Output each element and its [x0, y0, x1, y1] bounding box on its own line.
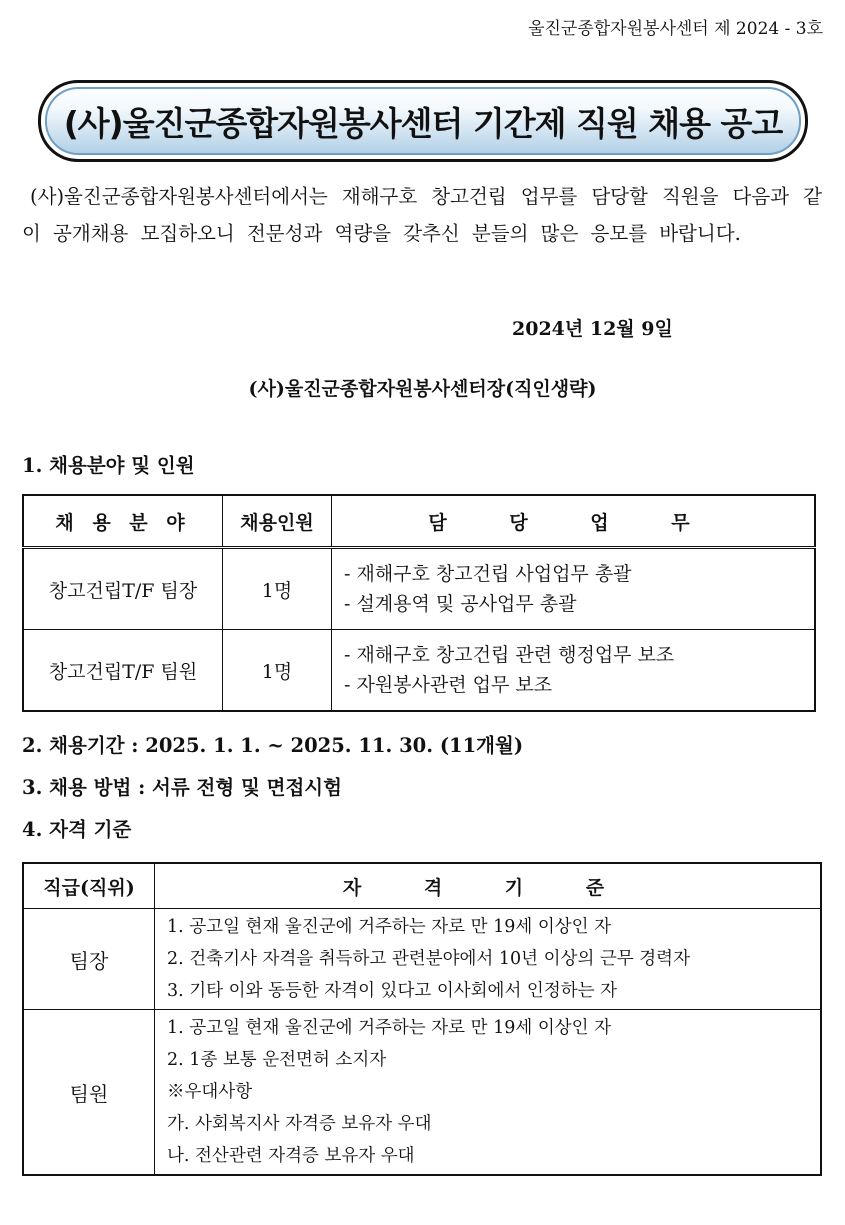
duty-line: - 자원봉사관련 업무 보조: [344, 674, 553, 696]
header-criteria: 자 격 기 준: [155, 863, 822, 909]
duty-line: - 재해구호 창고건립 관련 행정업무 보조: [344, 644, 675, 666]
criteria-line: 1. 공고일 현재 울진군에 거주하는 자로 만 19세 이상인 자: [167, 917, 612, 937]
intro-paragraph: (사)울진군종합자원봉사센터에서는 재해구호 창고건립 업무를 담당할 직원을 다음과 같이 공개채용 모집하오니 전문성과 역량을 갖추신 분들의 많은 응모를 바랍니다.: [22, 185, 822, 245]
announcement-date: 2024년 12월 9일: [512, 318, 673, 340]
table-header-row: [23, 863, 821, 909]
document-number: 울진군종합자원봉사센터 제 2024 - 3호: [528, 19, 823, 39]
count-cell: 1명: [223, 548, 332, 630]
recruitment-table: [22, 494, 816, 712]
position-cell: 팀장: [23, 909, 155, 1010]
criteria-line: 나. 전산관련 자격증 보유자 우대: [167, 1146, 415, 1166]
table-row: [23, 630, 815, 712]
field-cell: 창고건립T/F 팀장: [23, 548, 223, 630]
table-row: [23, 909, 821, 1010]
table-header-row: [23, 495, 815, 548]
criteria-line: 2. 건축기사 자격을 취득하고 관련분야에서 10년 이상의 근무 경력자: [167, 949, 690, 969]
header-position: 직급(직위): [23, 863, 155, 909]
criteria-line: 가. 사회복지사 자격증 보유자 우대: [167, 1114, 432, 1134]
table-row: [23, 548, 815, 630]
field-cell: 창고건립T/F 팀원: [23, 630, 223, 712]
header-field: 채 용 분 야: [23, 495, 223, 548]
count-cell: 1명: [223, 630, 332, 712]
section-4-heading: 4. 자격 기준: [22, 818, 132, 841]
title-banner: [38, 80, 808, 162]
header-count: 채용인원: [223, 495, 332, 548]
criteria-cell: [155, 1010, 822, 1176]
page-title: (사)울진군종합자원봉사센터 기간제 직원 채용 공고: [63, 103, 783, 143]
header-duties: 담 당 업 무: [332, 495, 816, 548]
duty-line: - 설계용역 및 공사업무 총괄: [344, 593, 577, 615]
duties-cell: [332, 548, 816, 630]
qualification-table: [22, 862, 822, 1176]
table-row: [23, 1010, 821, 1176]
section-3-heading: 3. 채용 방법 : 서류 전형 및 면접시험: [22, 776, 342, 799]
position-cell: 팀원: [23, 1010, 155, 1176]
criteria-line: 3. 기타 이와 동등한 자격이 있다고 이사회에서 인정하는 자: [167, 981, 618, 1001]
section-1-heading: 1. 채용분야 및 인원: [22, 454, 195, 477]
duty-line: - 재해구호 창고건립 사업업무 총괄: [344, 563, 632, 585]
criteria-line: 2. 1종 보통 운전면허 소지자: [167, 1050, 387, 1070]
organization-signature: (사)울진군종합자원봉사센터장(직인생략): [248, 378, 597, 400]
criteria-line: 1. 공고일 현재 울진군에 거주하는 자로 만 19세 이상인 자: [167, 1018, 612, 1038]
criteria-cell: [155, 909, 822, 1010]
section-2-heading: 2. 채용기간 : 2025. 1. 1. ~ 2025. 11. 30. (11개월): [22, 734, 524, 757]
criteria-line: ※우대사항: [167, 1082, 253, 1102]
duties-cell: [332, 630, 816, 712]
